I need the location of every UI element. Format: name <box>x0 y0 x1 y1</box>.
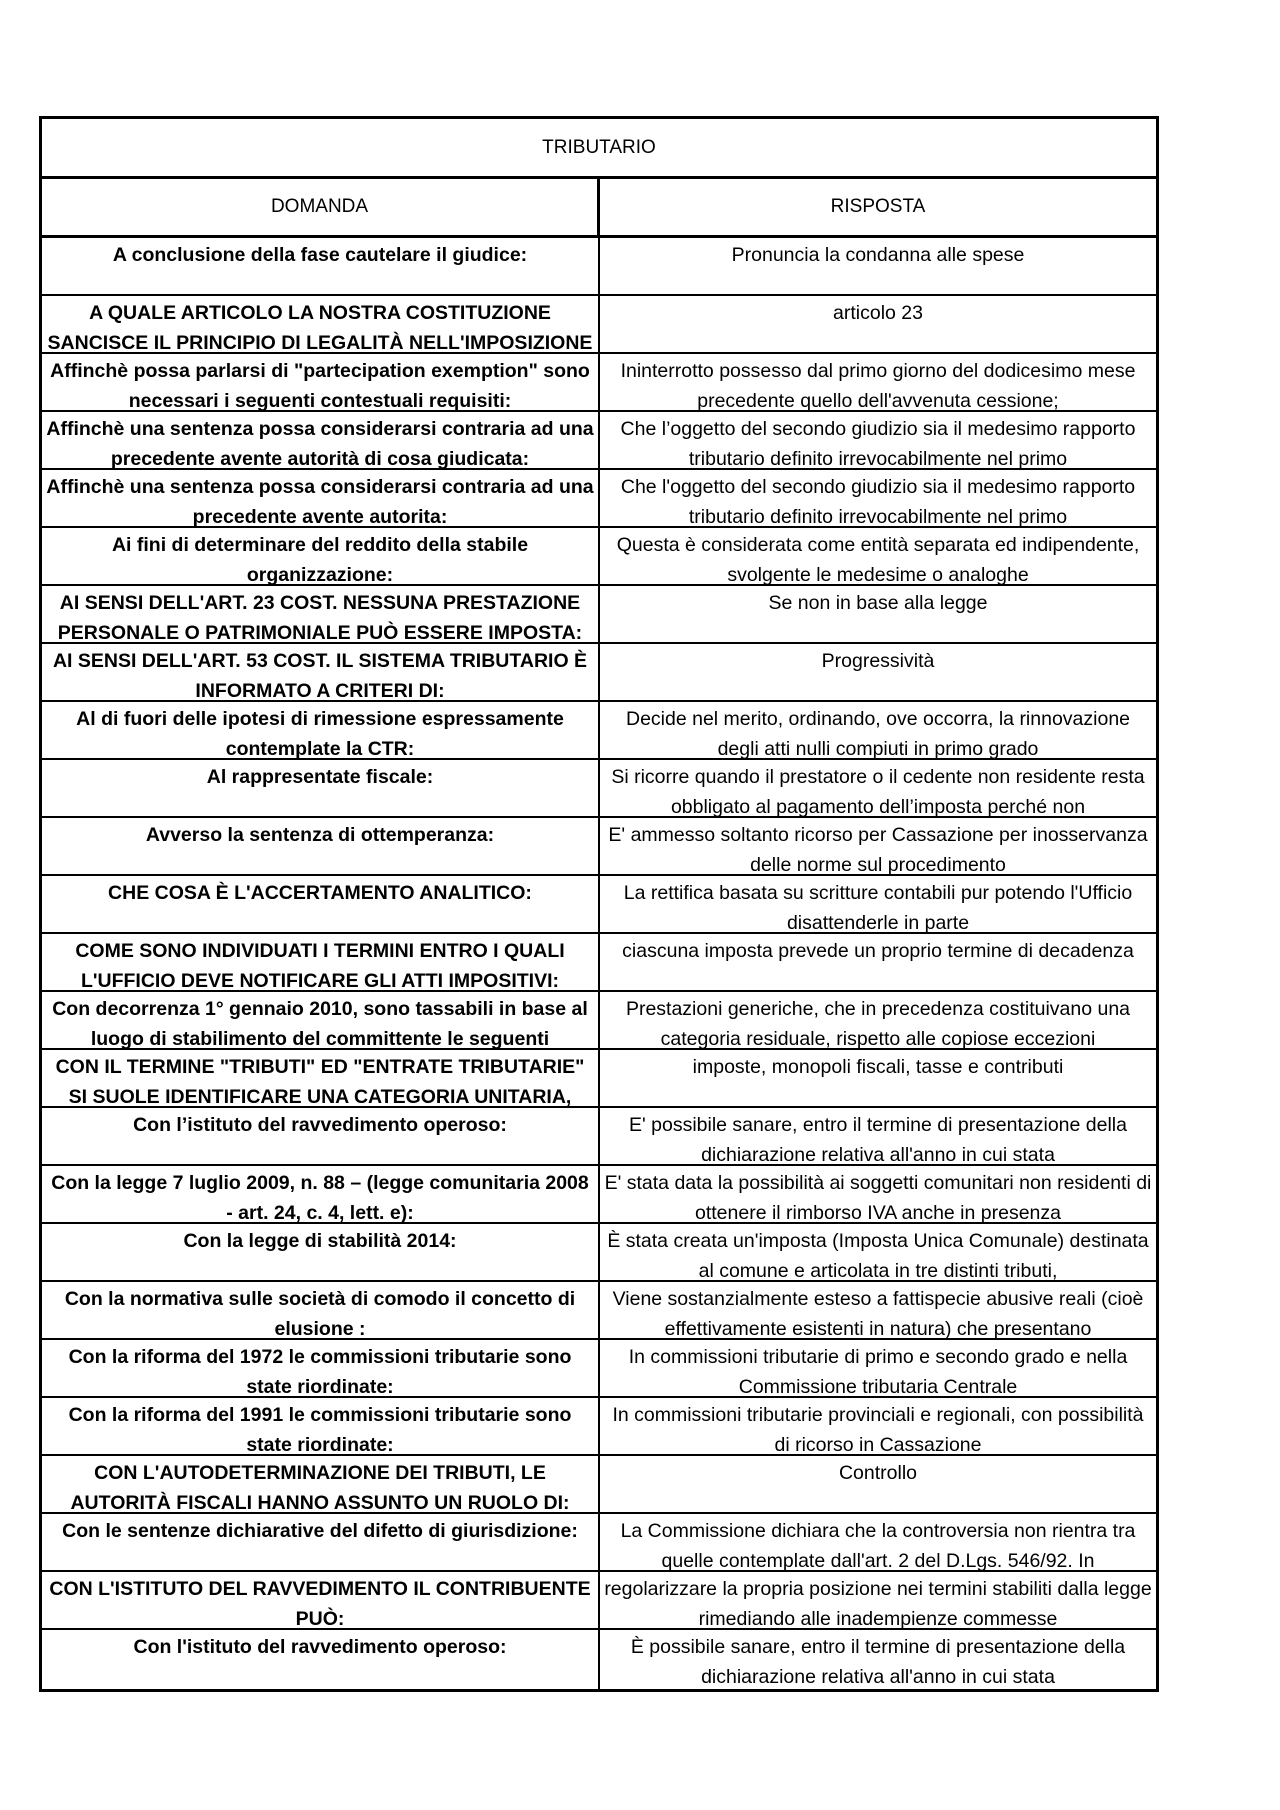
answer-cell: La rettifica basata su scritture contabili pur potendo l'Ufficio disattenderle in parte <box>623 882 1133 932</box>
table-row <box>42 528 1156 586</box>
answer-cell: E' stata data la possibilità ai soggetti comunitari non residenti di ottenere il rimborso IVA anche in presenza <box>604 1172 1152 1222</box>
column-header-risposta: RISPOSTA <box>830 196 926 217</box>
answer-cell: articolo 23 <box>833 302 923 324</box>
question-cell: Affinchè una sentenza possa considerarsi contraria ad una precedente avente autorita: <box>42 470 600 526</box>
question-cell: Con la legge di stabilità 2014: <box>42 1224 600 1280</box>
table-row <box>42 760 1156 818</box>
table-row <box>42 992 1156 1050</box>
table-row <box>42 586 1156 644</box>
answer-cell: Che l'oggetto del secondo giudizio sia il medesimo rapporto tributario definito irrevocabilmente nel primo <box>620 476 1136 526</box>
question-cell: Affinchè una sentenza possa considerarsi contraria ad una precedente avente autorità di cosa giudicata: <box>42 412 600 468</box>
quiz-table <box>39 116 1159 1692</box>
question-cell: Ai fini di determinare del reddito della stabile organizzazione: <box>42 528 600 584</box>
table-row <box>42 1630 1156 1689</box>
answer-cell: Se non in base alla legge <box>768 592 988 614</box>
question-cell: Con l’istituto del ravvedimento operoso: <box>42 1108 600 1164</box>
question-cell: Avverso la sentenza di ottemperanza: <box>42 818 600 874</box>
table-row <box>42 1282 1156 1340</box>
table-row <box>42 934 1156 992</box>
table-row <box>42 412 1156 470</box>
header-row <box>42 179 1156 238</box>
answer-cell: Viene sostanzialmente esteso a fattispecie abusive reali (cioè effettivamente esistenti in natura) che presentano <box>612 1288 1144 1338</box>
question-cell: CON IL TERMINE "TRIBUTI" ED "ENTRATE TRIBUTARIE" SI SUOLE IDENTIFICARE UNA CATEGORIA UNITARIA, <box>42 1050 600 1106</box>
question-cell: Con le sentenze dichiarative del difetto di giurisdizione: <box>42 1514 600 1570</box>
answer-cell: Pronuncia la condanna alle spese <box>731 244 1025 266</box>
question-cell: Affinchè possa parlarsi di "partecipation exemption" sono necessari i seguenti contestuali requisiti: <box>42 354 600 410</box>
answer-cell: ciascuna imposta prevede un proprio termine di decadenza <box>622 940 1134 962</box>
table-row <box>42 1108 1156 1166</box>
table-row <box>42 876 1156 934</box>
table-row <box>42 702 1156 760</box>
question-cell: A QUALE ARTICOLO LA NOSTRA COSTITUZIONE SANCISCE IL PRINCIPIO DI LEGALITÀ NELL'IMPOSIZIONE <box>42 296 600 352</box>
answer-cell: È stata creata un'imposta (Imposta Unica Comunale) destinata al comune e articolata in tre distinti tributi, <box>607 1230 1149 1280</box>
answer-cell: Questa è considerata come entità separata ed indipendente, svolgente le medesime o analoghe <box>616 534 1140 584</box>
table-row <box>42 1514 1156 1572</box>
question-cell: CHE COSA È L'ACCERTAMENTO ANALITICO: <box>42 876 600 932</box>
question-cell: Con decorrenza 1° gennaio 2010, sono tassabili in base al luogo di stabilimento del committente le seguenti <box>42 992 600 1048</box>
table-row <box>42 1050 1156 1108</box>
question-cell: AI SENSI DELL'ART. 23 COST. NESSUNA PRESTAZIONE PERSONALE O PATRIMONIALE PUÒ ESSERE IMPOSTA: <box>42 586 600 642</box>
question-cell: AI SENSI DELL'ART. 53 COST. IL SISTEMA TRIBUTARIO È INFORMATO A CRITERI DI: <box>42 644 600 700</box>
question-cell: COME SONO INDIVIDUATI I TERMINI ENTRO I QUALI L'UFFICIO DEVE NOTIFICARE GLI ATTI IMPOSITIVI: <box>42 934 600 990</box>
column-header-domanda: DOMANDA <box>42 179 600 235</box>
table-row <box>42 818 1156 876</box>
answer-cell: In commissioni tributarie provinciali e regionali, con possibilità di ricorso in Cassazione <box>612 1404 1144 1454</box>
answer-cell: La Commissione dichiara che la controversia non rientra tra quelle contemplate dall'art. 2 del D.Lgs. 546/92. In <box>620 1520 1136 1570</box>
question-cell: CON L'ISTITUTO DEL RAVVEDIMENTO IL CONTRIBUENTE PUÒ: <box>42 1572 600 1628</box>
table-row <box>42 470 1156 528</box>
table-row <box>42 1398 1156 1456</box>
table-row <box>42 1166 1156 1224</box>
answer-cell: Progressività <box>821 650 935 672</box>
question-cell: Al di fuori delle ipotesi di rimessione espressamente contemplate la CTR: <box>42 702 600 758</box>
question-cell: Con la normativa sulle società di comodo il concetto di elusione : <box>42 1282 600 1338</box>
question-cell: A conclusione della fase cautelare il giudice: <box>42 238 600 294</box>
answer-cell: In commissioni tributarie di primo e secondo grado e nella Commissione tributaria Centrale <box>628 1346 1128 1396</box>
table-title: TRIBUTARIO <box>42 119 1156 179</box>
answer-cell: Ininterrotto possesso dal primo giorno del dodicesimo mese precedente quello dell'avvenuta cessione; <box>620 360 1136 410</box>
table-row <box>42 1340 1156 1398</box>
answer-cell: Si ricorre quando il prestatore o il cedente non residente resta obbligato al pagamento dell’imposta perché non <box>611 766 1145 816</box>
answer-cell: Decide nel merito, ordinando, ove occorra, la rinnovazione degli atti nulli compiuti in primo grado <box>625 708 1131 758</box>
answer-cell: E' ammesso soltanto ricorso per Cassazione per inosservanza delle norme sul procedimento <box>608 824 1148 874</box>
table-row <box>42 354 1156 412</box>
table-row <box>42 1224 1156 1282</box>
table-row <box>42 1456 1156 1514</box>
answer-cell: regolarizzare la propria posizione nei termini stabiliti dalla legge rimediando alle inadempienze commesse <box>604 1578 1152 1628</box>
table-row <box>42 644 1156 702</box>
question-cell: Con la legge 7 luglio 2009, n. 88 – (legge comunitaria 2008 - art. 24, c. 4, lett. e): <box>42 1166 600 1222</box>
table-row <box>42 296 1156 354</box>
table-row <box>42 238 1156 296</box>
question-cell: Con l'istituto del ravvedimento operoso: <box>42 1630 600 1689</box>
answer-cell: È possibile sanare, entro il termine di presentazione della dichiarazione relativa all'anno in cui stata <box>630 1636 1126 1688</box>
answer-cell: Controllo <box>838 1462 918 1484</box>
table-body <box>42 238 1156 1689</box>
question-cell: CON L'AUTODETERMINAZIONE DEI TRIBUTI, LE AUTORITÀ FISCALI HANNO ASSUNTO UN RUOLO DI: <box>42 1456 600 1512</box>
question-cell: Al rappresentate fiscale: <box>42 760 600 816</box>
question-cell: Con la riforma del 1991 le commissioni tributarie sono state riordinate: <box>42 1398 600 1454</box>
question-cell: Con la riforma del 1972 le commissioni tributarie sono state riordinate: <box>42 1340 600 1396</box>
answer-cell: E' possibile sanare, entro il termine di presentazione della dichiarazione relativa all'anno in cui stata <box>628 1114 1127 1164</box>
answer-cell: Prestazioni generiche, che in precedenza costituivano una categoria residuale, rispetto alle copiose eccezioni <box>625 998 1131 1048</box>
table-row <box>42 1572 1156 1630</box>
answer-cell: imposte, monopoli fiscali, tasse e contributi <box>692 1056 1064 1078</box>
answer-cell: Che l’oggetto del secondo giudizio sia il medesimo rapporto tributario definito irrevocabilmente nel primo <box>620 418 1136 468</box>
